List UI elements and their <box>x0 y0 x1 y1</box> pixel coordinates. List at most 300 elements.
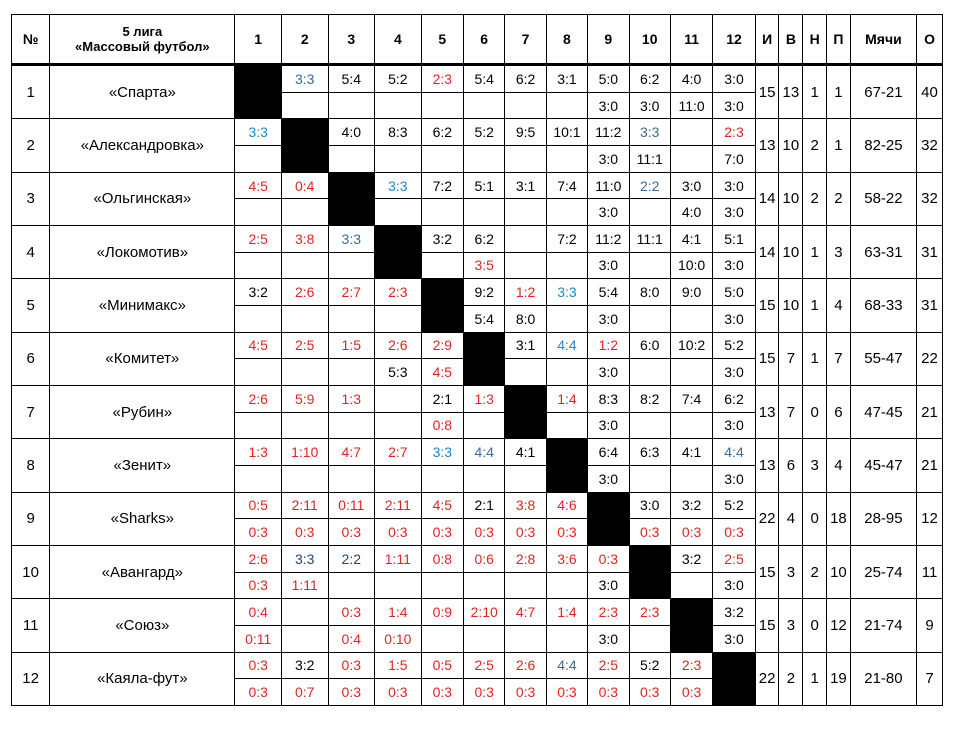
match-score-round-1: 2:2 <box>629 172 670 199</box>
match-score-round-2 <box>546 146 587 173</box>
stat-goals: 55-47 <box>850 332 916 385</box>
match-score-round-1: 6:4 <box>588 439 629 466</box>
match-score-round-1: 1:3 <box>328 385 375 412</box>
diagonal-cell <box>546 439 587 492</box>
match-score-round-1: 2:3 <box>629 599 670 626</box>
match-score-round-2: 0:10 <box>375 625 422 652</box>
match-score-round-2: 0:3 <box>375 519 422 546</box>
diagonal-cell <box>629 545 670 598</box>
match-score-round-1: 0:8 <box>421 545 463 572</box>
match-score-round-2 <box>235 359 282 386</box>
stat-draws: 1 <box>803 226 827 279</box>
match-score-round-1: 2:6 <box>505 652 546 679</box>
match-score-round-2 <box>629 359 670 386</box>
match-score-round-1: 2:6 <box>281 279 328 306</box>
header-losses: П <box>827 15 851 65</box>
match-score-round-1: 4:0 <box>670 65 712 93</box>
match-score-round-1: 2:5 <box>588 652 629 679</box>
match-score-round-1: 5:0 <box>713 279 755 306</box>
match-score-round-1: 3:3 <box>281 65 328 93</box>
header-number: № <box>12 15 50 65</box>
match-score-round-2 <box>328 465 375 492</box>
diagonal-cell <box>464 332 505 385</box>
stat-wins: 2 <box>779 652 803 706</box>
match-score-round-1: 3:2 <box>670 492 712 519</box>
match-score-round-1: 5:2 <box>713 492 755 519</box>
team-name: «Рубин» <box>50 385 235 438</box>
header-row <box>12 15 943 65</box>
match-score-round-2: 3:0 <box>713 199 755 226</box>
match-score-round-1: 2:5 <box>281 332 328 359</box>
match-score-round-2: 0:3 <box>505 679 546 706</box>
team-number: 3 <box>12 172 50 225</box>
standings-body <box>12 65 943 706</box>
team-row-1-round-1 <box>12 65 943 93</box>
match-score-round-2 <box>328 359 375 386</box>
match-score-round-2 <box>546 252 587 279</box>
match-score-round-2 <box>281 359 328 386</box>
match-score-round-1: 0:9 <box>421 599 463 626</box>
match-score-round-1: 7:2 <box>421 172 463 199</box>
match-score-round-1: 3:2 <box>421 226 463 253</box>
match-score-round-2 <box>670 465 712 492</box>
match-score-round-1: 3:2 <box>713 599 755 626</box>
stat-wins: 10 <box>779 119 803 172</box>
team-row-10-round-1 <box>12 545 943 572</box>
match-score-round-1: 4:1 <box>670 439 712 466</box>
team-name: «Союз» <box>50 599 235 652</box>
stat-games: 15 <box>755 545 779 598</box>
match-score-round-1: 2:11 <box>281 492 328 519</box>
stat-games: 15 <box>755 65 779 119</box>
match-score-round-2: 4:5 <box>421 359 463 386</box>
match-score-round-1: 1:3 <box>464 385 505 412</box>
match-score-round-1: 6:2 <box>464 226 505 253</box>
match-score-round-2 <box>281 465 328 492</box>
match-score-round-2 <box>281 625 328 652</box>
team-name: «Авангард» <box>50 545 235 598</box>
stat-games: 13 <box>755 439 779 492</box>
match-score-round-2 <box>375 199 422 226</box>
match-score-round-2: 0:3 <box>235 572 282 599</box>
match-score-round-2 <box>670 305 712 332</box>
match-score-round-2 <box>328 146 375 173</box>
team-name: «Комитет» <box>50 332 235 385</box>
stat-points: 21 <box>917 439 943 492</box>
stat-points: 32 <box>917 172 943 225</box>
match-score-round-1: 1:11 <box>375 545 422 572</box>
match-score-round-2 <box>328 252 375 279</box>
match-score-round-2 <box>464 625 505 652</box>
stat-losses: 1 <box>827 119 851 172</box>
match-score-round-2 <box>281 412 328 439</box>
team-row-6-round-1 <box>12 332 943 359</box>
team-number: 4 <box>12 226 50 279</box>
match-score-round-2: 0:3 <box>546 679 587 706</box>
stat-goals: 67-21 <box>850 65 916 119</box>
match-score-round-1: 3:3 <box>328 226 375 253</box>
match-score-round-1: 4:4 <box>546 332 587 359</box>
match-score-round-1: 3:3 <box>375 172 422 199</box>
match-score-round-2 <box>629 252 670 279</box>
match-score-round-1: 6:2 <box>421 119 463 146</box>
match-score-round-1: 3:0 <box>713 172 755 199</box>
stat-wins: 7 <box>779 385 803 438</box>
team-number: 1 <box>12 65 50 119</box>
stat-games: 13 <box>755 119 779 172</box>
match-score-round-2: 5:4 <box>464 305 505 332</box>
match-score-round-2 <box>546 359 587 386</box>
team-number: 10 <box>12 545 50 598</box>
match-score-round-2: 3:0 <box>713 412 755 439</box>
match-score-round-1: 0:6 <box>464 545 505 572</box>
match-score-round-2 <box>505 199 546 226</box>
match-score-round-1: 0:5 <box>235 492 282 519</box>
match-score-round-2: 3:0 <box>588 199 629 226</box>
stat-draws: 0 <box>803 599 827 652</box>
match-score-round-2 <box>421 146 463 173</box>
match-score-round-1: 2:6 <box>375 332 422 359</box>
stat-points: 22 <box>917 332 943 385</box>
match-score-round-1: 11:2 <box>588 226 629 253</box>
header-opponent-7: 7 <box>505 15 546 65</box>
diagonal-cell <box>281 119 328 172</box>
match-score-round-1: 5:4 <box>328 65 375 93</box>
match-score-round-1: 2:6 <box>235 385 282 412</box>
match-score-round-1: 8:3 <box>375 119 422 146</box>
match-score-round-2: 3:0 <box>588 252 629 279</box>
match-score-round-2 <box>328 305 375 332</box>
match-score-round-2 <box>421 92 463 119</box>
match-score-round-1: 2:2 <box>328 545 375 572</box>
match-score-round-2 <box>235 252 282 279</box>
match-score-round-1: 5:0 <box>588 65 629 93</box>
match-score-round-1: 1:4 <box>546 599 587 626</box>
stat-points: 21 <box>917 385 943 438</box>
match-score-round-1: 3:1 <box>505 332 546 359</box>
match-score-round-2: 4:0 <box>670 199 712 226</box>
team-row-3-round-1 <box>12 172 943 199</box>
match-score-round-2 <box>375 465 422 492</box>
stat-losses: 19 <box>827 652 851 706</box>
match-score-round-1: 9:0 <box>670 279 712 306</box>
match-score-round-1: 3:6 <box>546 545 587 572</box>
match-score-round-1: 3:2 <box>281 652 328 679</box>
match-score-round-2 <box>328 92 375 119</box>
stat-points: 9 <box>917 599 943 652</box>
stat-losses: 3 <box>827 226 851 279</box>
match-score-round-1: 0:5 <box>421 652 463 679</box>
match-score-round-2 <box>281 252 328 279</box>
match-score-round-1: 8:0 <box>629 279 670 306</box>
stat-draws: 1 <box>803 652 827 706</box>
match-score-round-1: 2:5 <box>713 545 755 572</box>
match-score-round-1: 5:2 <box>713 332 755 359</box>
diagonal-cell <box>505 385 546 438</box>
match-score-round-1: 5:2 <box>375 65 422 93</box>
stat-draws: 1 <box>803 279 827 332</box>
stat-draws: 0 <box>803 492 827 545</box>
stat-goals: 82-25 <box>850 119 916 172</box>
match-score-round-1: 4:7 <box>328 439 375 466</box>
stat-draws: 1 <box>803 332 827 385</box>
stat-wins: 10 <box>779 226 803 279</box>
team-name: «Ольгинская» <box>50 172 235 225</box>
team-row-2-round-1 <box>12 119 943 146</box>
match-score-round-2 <box>546 412 587 439</box>
team-row-7-round-1 <box>12 385 943 412</box>
match-score-round-2: 0:3 <box>629 679 670 706</box>
match-score-round-1: 3:2 <box>235 279 282 306</box>
match-score-round-2: 5:3 <box>375 359 422 386</box>
match-score-round-2 <box>464 146 505 173</box>
match-score-round-2 <box>281 92 328 119</box>
diagonal-cell <box>670 599 712 652</box>
stat-draws: 2 <box>803 119 827 172</box>
match-score-round-1: 7:2 <box>546 226 587 253</box>
team-number: 9 <box>12 492 50 545</box>
match-score-round-1: 3:0 <box>713 65 755 93</box>
match-score-round-1: 1:5 <box>375 652 422 679</box>
stat-losses: 4 <box>827 439 851 492</box>
match-score-round-2: 3:0 <box>713 92 755 119</box>
match-score-round-1: 7:4 <box>670 385 712 412</box>
stat-wins: 3 <box>779 545 803 598</box>
stat-games: 14 <box>755 226 779 279</box>
diagonal-cell <box>328 172 375 225</box>
match-score-round-1: 5:2 <box>629 652 670 679</box>
match-score-round-1: 11:1 <box>629 226 670 253</box>
match-score-round-1: 2:6 <box>235 545 282 572</box>
team-number: 5 <box>12 279 50 332</box>
match-score-round-1: 1:4 <box>546 385 587 412</box>
stat-games: 15 <box>755 332 779 385</box>
match-score-round-1: 2:3 <box>375 279 422 306</box>
stat-wins: 4 <box>779 492 803 545</box>
stat-games: 22 <box>755 652 779 706</box>
match-score-round-2 <box>235 146 282 173</box>
match-score-round-1: 2:11 <box>375 492 422 519</box>
match-score-round-2 <box>421 572 463 599</box>
match-score-round-2 <box>505 252 546 279</box>
league-title-line2: «Массовый футбол» <box>75 39 210 54</box>
diagonal-cell <box>375 226 422 279</box>
match-score-round-1: 3:1 <box>546 65 587 93</box>
match-score-round-2: 0:3 <box>375 679 422 706</box>
match-score-round-2 <box>546 305 587 332</box>
match-score-round-2 <box>281 199 328 226</box>
match-score-round-1: 10:2 <box>670 332 712 359</box>
diagonal-cell <box>713 652 755 706</box>
stat-losses: 4 <box>827 279 851 332</box>
match-score-round-2: 0:3 <box>421 679 463 706</box>
match-score-round-1: 2:9 <box>421 332 463 359</box>
stat-goals: 68-33 <box>850 279 916 332</box>
match-score-round-1: 6:2 <box>505 65 546 93</box>
stat-points: 12 <box>917 492 943 545</box>
header-opponent-2: 2 <box>281 15 328 65</box>
match-score-round-2: 3:0 <box>713 465 755 492</box>
match-score-round-2 <box>375 305 422 332</box>
header-opponent-1: 1 <box>235 15 282 65</box>
match-score-round-1: 2:7 <box>375 439 422 466</box>
match-score-round-2: 7:0 <box>713 146 755 173</box>
match-score-round-2 <box>464 465 505 492</box>
match-score-round-2 <box>505 92 546 119</box>
match-score-round-2 <box>235 305 282 332</box>
header-opponent-3: 3 <box>328 15 375 65</box>
stat-games: 22 <box>755 492 779 545</box>
stat-wins: 7 <box>779 332 803 385</box>
header-opponent-9: 9 <box>588 15 629 65</box>
match-score-round-1: 3:2 <box>670 545 712 572</box>
match-score-round-2: 3:0 <box>588 146 629 173</box>
match-score-round-1: 6:3 <box>629 439 670 466</box>
match-score-round-2 <box>375 146 422 173</box>
match-score-round-1: 5:4 <box>464 65 505 93</box>
match-score-round-1: 2:7 <box>328 279 375 306</box>
match-score-round-2: 3:5 <box>464 252 505 279</box>
match-score-round-1: 3:0 <box>629 492 670 519</box>
match-score-round-2 <box>464 572 505 599</box>
match-score-round-2: 3:0 <box>588 465 629 492</box>
stat-draws: 2 <box>803 545 827 598</box>
match-score-round-2: 0:3 <box>670 519 712 546</box>
stat-goals: 47-45 <box>850 385 916 438</box>
match-score-round-1: 3:0 <box>670 172 712 199</box>
stat-losses: 12 <box>827 599 851 652</box>
stat-points: 31 <box>917 226 943 279</box>
stat-points: 32 <box>917 119 943 172</box>
match-score-round-1 <box>670 119 712 146</box>
match-score-round-2: 3:0 <box>588 359 629 386</box>
match-score-round-1: 8:3 <box>588 385 629 412</box>
stat-wins: 10 <box>779 279 803 332</box>
match-score-round-1: 1:2 <box>505 279 546 306</box>
match-score-round-2 <box>505 465 546 492</box>
match-score-round-2: 0:3 <box>713 519 755 546</box>
match-score-round-1: 2:3 <box>421 65 463 93</box>
match-score-round-2: 0:3 <box>328 519 375 546</box>
stat-wins: 3 <box>779 599 803 652</box>
league-title <box>50 15 235 65</box>
match-score-round-2 <box>505 146 546 173</box>
stat-losses: 1 <box>827 65 851 119</box>
match-score-round-2: 11:0 <box>670 92 712 119</box>
match-score-round-1: 4:5 <box>235 332 282 359</box>
match-score-round-2 <box>670 572 712 599</box>
match-score-round-1: 2:3 <box>713 119 755 146</box>
team-number: 7 <box>12 385 50 438</box>
stat-games: 14 <box>755 172 779 225</box>
stat-points: 7 <box>917 652 943 706</box>
header-opponent-4: 4 <box>375 15 422 65</box>
match-score-round-2 <box>328 412 375 439</box>
match-score-round-2: 3:0 <box>588 572 629 599</box>
match-score-round-2 <box>505 625 546 652</box>
stat-goals: 58-22 <box>850 172 916 225</box>
match-score-round-2: 0:3 <box>235 519 282 546</box>
match-score-round-1: 0:3 <box>328 599 375 626</box>
match-score-round-2: 3:0 <box>629 92 670 119</box>
team-number: 11 <box>12 599 50 652</box>
match-score-round-1: 4:7 <box>505 599 546 626</box>
match-score-round-1: 4:1 <box>670 226 712 253</box>
match-score-round-1: 3:8 <box>505 492 546 519</box>
match-score-round-1: 9:5 <box>505 119 546 146</box>
match-score-round-2 <box>629 305 670 332</box>
team-row-5-round-1 <box>12 279 943 306</box>
match-score-round-1: 1:5 <box>328 332 375 359</box>
header-opponent-10: 10 <box>629 15 670 65</box>
team-row-9-round-1 <box>12 492 943 519</box>
stat-losses: 2 <box>827 172 851 225</box>
header-opponent-11: 11 <box>670 15 712 65</box>
diagonal-cell <box>588 492 629 545</box>
match-score-round-2 <box>546 92 587 119</box>
stat-points: 31 <box>917 279 943 332</box>
match-score-round-2: 0:3 <box>464 679 505 706</box>
match-score-round-2: 3:0 <box>713 252 755 279</box>
match-score-round-2 <box>421 199 463 226</box>
match-score-round-2: 0:3 <box>421 519 463 546</box>
match-score-round-2 <box>375 572 422 599</box>
match-score-round-2 <box>505 359 546 386</box>
match-score-round-1: 0:4 <box>281 172 328 199</box>
match-score-round-1: 0:3 <box>328 652 375 679</box>
match-score-round-1: 5:1 <box>713 226 755 253</box>
match-score-round-1: 0:3 <box>588 545 629 572</box>
match-score-round-2 <box>235 465 282 492</box>
stat-draws: 3 <box>803 439 827 492</box>
stat-goals: 25-74 <box>850 545 916 598</box>
match-score-round-2 <box>235 412 282 439</box>
match-score-round-2 <box>546 199 587 226</box>
match-score-round-2: 0:7 <box>281 679 328 706</box>
match-score-round-1: 2:3 <box>588 599 629 626</box>
match-score-round-2 <box>629 199 670 226</box>
header-opponent-8: 8 <box>546 15 587 65</box>
match-score-round-1: 3:3 <box>235 119 282 146</box>
match-score-round-1: 4:4 <box>464 439 505 466</box>
team-number: 6 <box>12 332 50 385</box>
stat-losses: 18 <box>827 492 851 545</box>
match-score-round-2: 10:0 <box>670 252 712 279</box>
match-score-round-1: 5:1 <box>464 172 505 199</box>
header-opponent-12: 12 <box>713 15 755 65</box>
match-score-round-1: 7:4 <box>546 172 587 199</box>
match-score-round-2: 8:0 <box>505 305 546 332</box>
match-score-round-2: 3:0 <box>588 305 629 332</box>
diagonal-cell <box>235 65 282 119</box>
match-score-round-1: 0:3 <box>235 652 282 679</box>
match-score-round-1: 4:4 <box>713 439 755 466</box>
match-score-round-2 <box>629 625 670 652</box>
match-score-round-2 <box>281 305 328 332</box>
match-score-round-1: 2:1 <box>421 385 463 412</box>
stat-losses: 6 <box>827 385 851 438</box>
stat-wins: 13 <box>779 65 803 119</box>
team-row-11-round-1 <box>12 599 943 626</box>
match-score-round-1: 6:2 <box>629 65 670 93</box>
match-score-round-2 <box>629 412 670 439</box>
stat-goals: 45-47 <box>850 439 916 492</box>
match-score-round-1: 0:4 <box>235 599 282 626</box>
match-score-round-2: 0:3 <box>235 679 282 706</box>
match-score-round-1: 1:10 <box>281 439 328 466</box>
header-opponent-6: 6 <box>464 15 505 65</box>
team-name: «Минимакс» <box>50 279 235 332</box>
